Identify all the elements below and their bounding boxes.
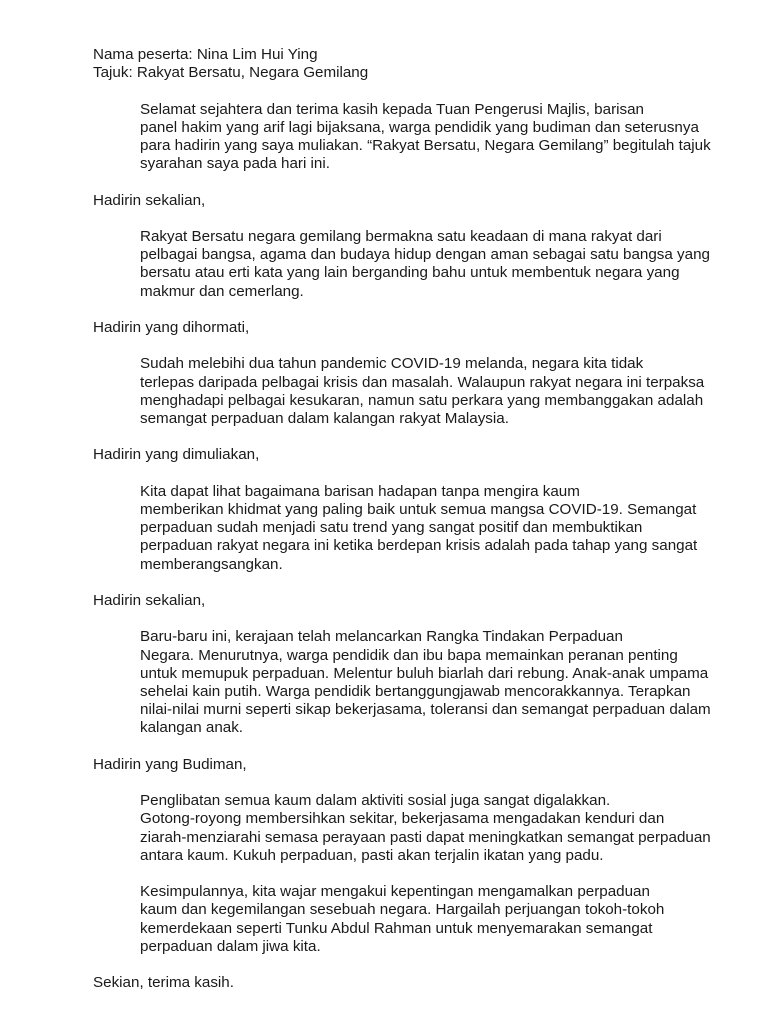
greeting: Hadirin sekalian, — [93, 591, 206, 609]
paragraph-line: nilai-nilai murni seperti sikap bekerjasama, toleransi dan semangat perpaduan dalam — [140, 701, 711, 719]
paragraph-line: terlepas daripada pelbagai krisis dan masalah. Walaupun rakyat negara ini terpaksa — [140, 373, 705, 391]
paragraph-line: Gotong-royong membersihkan sekitar, bekerjasama mengadakan kenduri dan — [140, 810, 665, 828]
paragraph-social-activities — [93, 792, 711, 865]
paragraph-line: para hadirin yang saya muliakan. “Rakyat Bersatu, Negara Gemilang” begitulah tajuk — [140, 137, 711, 154]
paragraph-line: pelbagai bangsa, agama dan budaya hidup dengan aman sebagai satu bangsa yang — [140, 246, 710, 264]
paragraph-government — [93, 628, 711, 737]
paragraph-line: menghadapi pelbagai kesukaran, namun satu perkara yang membanggakan adalah — [140, 391, 704, 409]
paragraph-line: syarahan saya pada hari ini. — [140, 155, 330, 173]
paragraph-line: Kita dapat lihat bagaimana barisan hadapan tanpa mengira kaum — [140, 482, 580, 500]
paragraph-line: Baru-baru ini, kerajaan telah melancarkan Rangka Tindakan Perpaduan — [140, 628, 623, 646]
paragraph-line: makmur dan cemerlang. — [140, 282, 304, 300]
greeting: Hadirin yang dimuliakan, — [93, 446, 260, 464]
paragraph-line: Kesimpulannya, kita wajar mengakui kepentingan mengamalkan perpaduan — [140, 883, 650, 901]
paragraph-line: semangat perpaduan dalam kalangan rakyat Malaysia. — [140, 409, 509, 427]
paragraph-line: memberikan khidmat yang paling baik untuk semua mangsa COVID-19. Semangat — [140, 500, 697, 518]
paragraph-pandemic — [93, 355, 705, 428]
paragraph-line: Rakyat Bersatu negara gemilang bermakna satu keadaan di mana rakyat dari — [140, 227, 662, 245]
paragraph-line: kaum dan kegemilangan sesebuah negara. Hargailah perjuangan tokoh-tokoh — [140, 901, 665, 919]
paragraph-line: untuk memupuk perpaduan. Melentur buluh biarlah dari rebung. Anak-anak umpama — [140, 664, 709, 682]
document-header — [93, 46, 693, 82]
speech-text — [93, 46, 711, 992]
greeting: Hadirin yang dihormati, — [93, 318, 250, 336]
paragraph-line: Penglibatan semua kaum dalam aktiviti sosial juga sangat digalakkan. — [140, 792, 611, 810]
paragraph-line: perpaduan sudah menjadi satu trend yang sangat positif dan membuktikan — [140, 519, 643, 537]
paragraph-line: memberangsangkan. — [140, 555, 283, 573]
paragraph-frontliners — [93, 482, 698, 574]
participant-name: Nama peserta: Nina Lim Hui Ying — [93, 46, 318, 63]
speech-title: Tajuk: Rakyat Bersatu, Negara Gemilang — [93, 64, 369, 82]
paragraph-definition — [93, 227, 710, 301]
greeting: Hadirin sekalian, — [93, 191, 206, 209]
paragraph-line: bersatu atau erti kata yang lain berganding bahu untuk membentuk negara yang — [140, 264, 680, 282]
paragraph-conclusion — [93, 883, 693, 956]
paragraph-line: Negara. Menurutnya, warga pendidik dan ibu bapa memainkan peranan penting — [140, 646, 678, 664]
paragraph-line: kemerdekaan seperti Tunku Abdul Rahman untuk menyemarakan semangat — [140, 919, 653, 937]
closing-line: Sekian, terima kasih. — [93, 974, 234, 992]
paragraph-line: ziarah-menziarahi semasa perayaan pasti dapat meningkatkan semangat perpaduan — [140, 828, 711, 846]
paragraph-line: perpaduan rakyat negara ini ketika berdepan krisis adalah pada tahap yang sangat — [140, 537, 698, 555]
paragraph-line: Selamat sejahtera dan terima kasih kepada Tuan Pengerusi Majlis, barisan — [140, 100, 644, 118]
paragraph-line: antara kaum. Kukuh perpaduan, pasti akan terjalin ikatan yang padu. — [140, 846, 604, 864]
paragraph-line: Sudah melebihi dua tahun pandemic COVID-19 melanda, negara kita tidak — [140, 355, 644, 373]
paragraph-line: sehelai kain putih. Warga pendidik bertanggungjawab mencorakkannya. Terapkan — [140, 682, 691, 700]
paragraph-line: perpaduan dalam jiwa kita. — [140, 937, 321, 955]
paragraph-line: panel hakim yang arif lagi bijaksana, warga pendidik yang budiman dan seterusnya — [140, 118, 699, 136]
greeting: Hadirin yang Budiman, — [93, 755, 247, 773]
paragraph-line: kalangan anak. — [140, 719, 244, 737]
paragraph-opening — [93, 100, 711, 174]
